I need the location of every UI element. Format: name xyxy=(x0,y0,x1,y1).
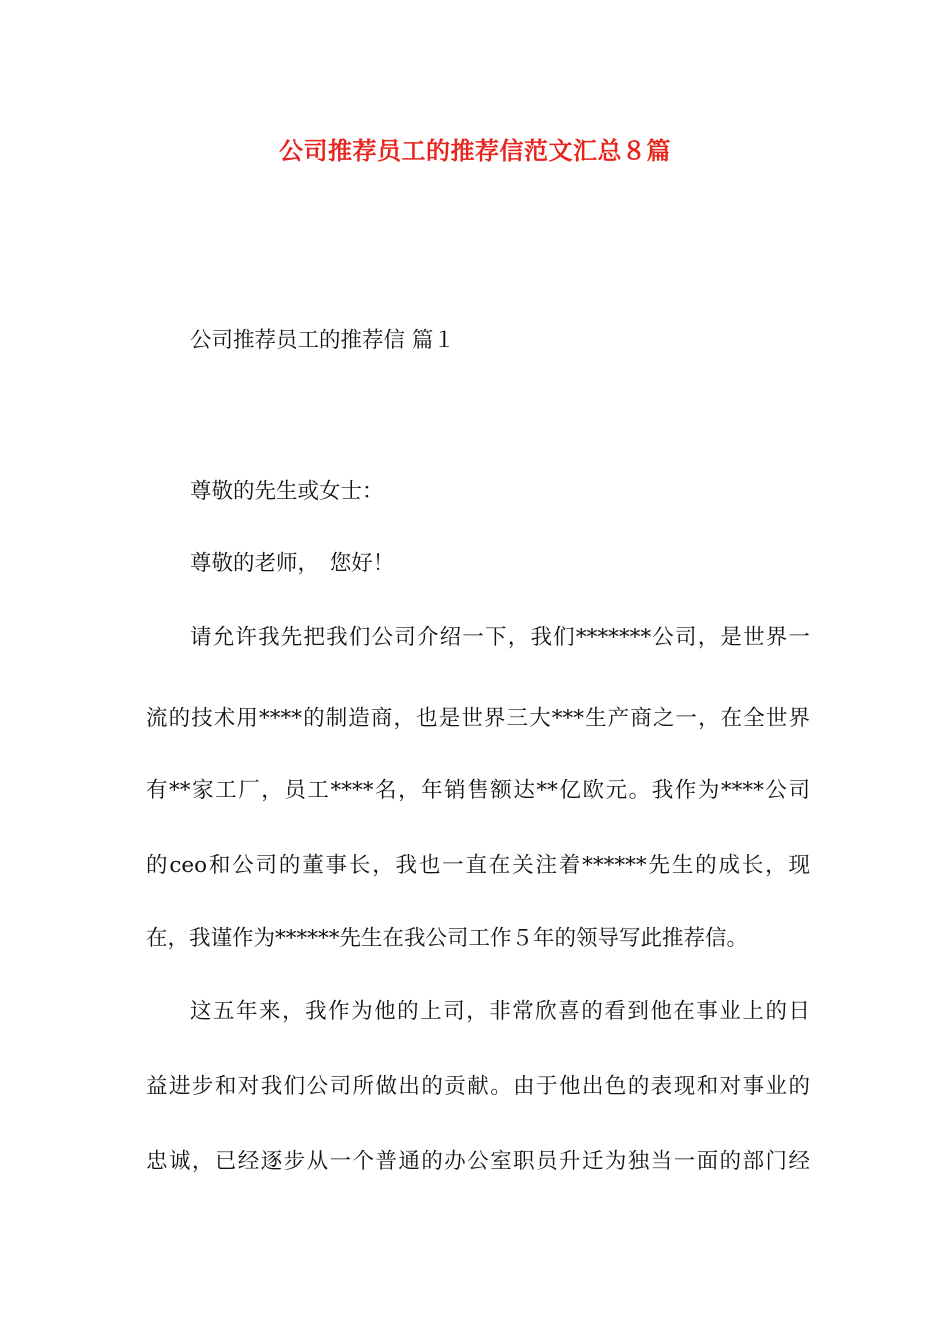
section-heading: 公司推荐员工的推荐信 篇１ xyxy=(190,328,455,353)
paragraph-1-line-3: 有**家工厂，员工****名，年销售额达**亿欧元。我作为****公司 xyxy=(146,778,810,803)
paragraph-2-line-2: 益进步和对我们公司所做出的贡献。由于他出色的表现和对事业的 xyxy=(146,1074,810,1099)
paragraph-1-line-5: 在，我谨作为******先生在我公司工作５年的领导写此推荐信。 xyxy=(146,926,749,951)
salutation-1: 尊敬的先生或女士： xyxy=(190,479,384,504)
salutation-2: 尊敬的老师， 您好！ xyxy=(190,551,395,576)
paragraph-2-line-1: 这五年来，我作为他的上司，非常欣喜的看到他在事业上的日 xyxy=(190,999,810,1024)
paragraph-1-line-4: 的ceo和公司的董事长，我也一直在关注着******先生的成长，现 xyxy=(146,853,810,878)
paragraph-1-line-2: 流的技术用****的制造商，也是世界三大***生产商之一，在全世界 xyxy=(146,706,810,731)
paragraph-2-line-3: 忠诚，已经逐步从一个普通的办公室职员升迁为独当一面的部门经 xyxy=(146,1149,810,1174)
paragraph-1-line-1: 请允许我先把我们公司介绍一下，我们*******公司，是世界一 xyxy=(190,625,810,650)
document-title: 公司推荐员工的推荐信范文汇总８篇 xyxy=(279,136,671,165)
